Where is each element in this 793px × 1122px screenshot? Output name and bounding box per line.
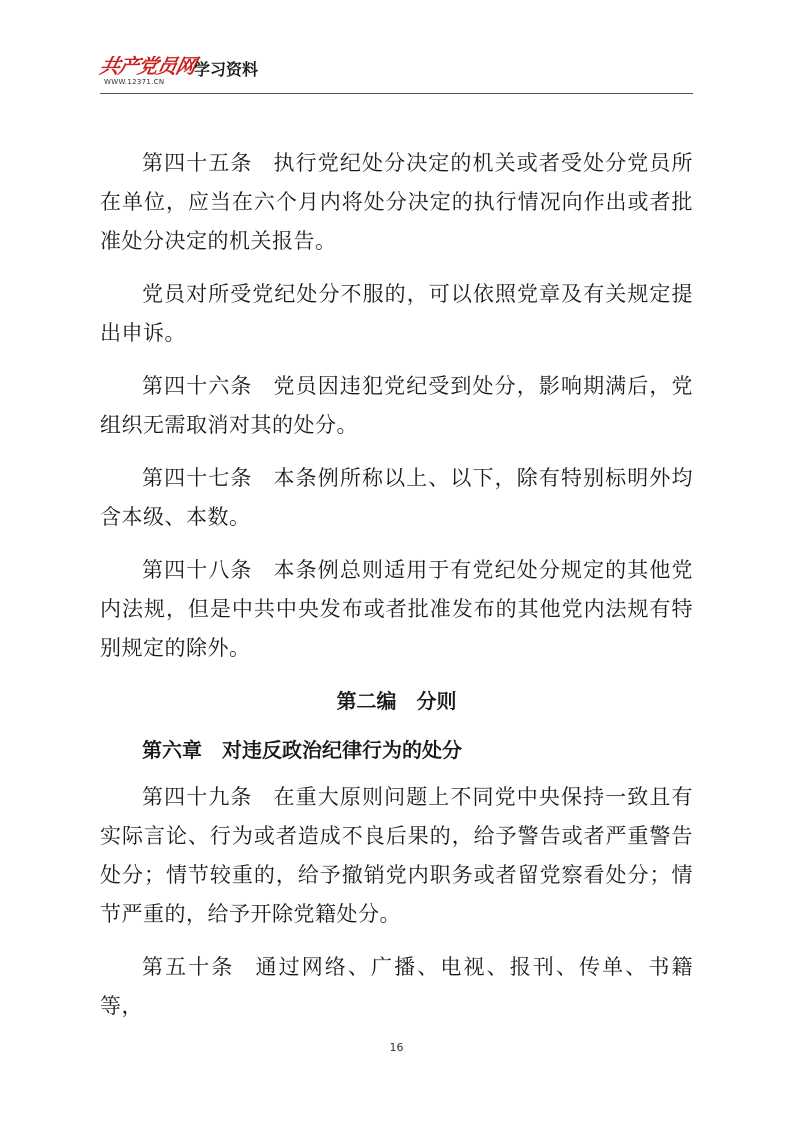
article-text: 本条例总则适用于有党纪处分规定的其他党内法规，但是中共中央发布或者批准发布的其他党内法规有特别规定的除外。 (100, 558, 694, 660)
chapter-heading (100, 731, 693, 770)
article-number: 第四十六条 (142, 374, 253, 398)
chapter-number: 第六章 (142, 738, 202, 762)
article-paragraph (100, 551, 693, 668)
article-number: 第四十五条 (142, 151, 253, 175)
article-number: 第五十条 (142, 955, 235, 979)
document-body (100, 144, 693, 1040)
article-text: 通过网络、广播、电视、报刊、传单、书籍等， (100, 955, 694, 1018)
article-text: 本条例所称以上、以下，除有特别标明外均含本级、本数。 (100, 466, 694, 529)
part-heading: 第二编 分则 (336, 689, 457, 713)
article-paragraph (100, 778, 693, 934)
article-number: 第四十七条 (142, 466, 253, 490)
logo-wordmark: 共产党员网 (97, 54, 198, 78)
article-paragraph (100, 459, 693, 537)
article-text: 执行党纪处分决定的机关或者受处分党员所在单位，应当在六个月内将处分决定的执行情况向作出或者批准处分决定的机关报告。 (100, 151, 694, 253)
header-title: 学习资料 (194, 60, 259, 79)
page-header (97, 50, 693, 94)
article-paragraph (100, 144, 693, 261)
header-divider (100, 93, 693, 94)
page-number: 16 (389, 1041, 404, 1054)
article-paragraph (100, 275, 693, 353)
article-number: 第四十八条 (142, 558, 253, 582)
site-logo (97, 54, 198, 89)
article-paragraph (100, 948, 693, 1026)
chapter-title: 对违反政治纪律行为的处分 (222, 738, 462, 762)
article-text: 党员因违犯党纪受到处分，影响期满后，党组织无需取消对其的处分。 (100, 374, 694, 437)
article-paragraph (100, 367, 693, 445)
article-number: 第四十九条 (142, 785, 253, 809)
article-text: 党员对所受党纪处分不服的，可以依照党章及有关规定提出申诉。 (100, 282, 693, 345)
article-text: 在重大原则问题上不同党中央保持一致且有实际言论、行为或者造成不良后果的，给予警告或者严重警告处分；情节较重的，给予撤销党内职务或者留党察看处分；情节严重的，给予开除党籍处分。 (100, 785, 694, 926)
logo-url: WWW.12371.CN (104, 78, 165, 86)
